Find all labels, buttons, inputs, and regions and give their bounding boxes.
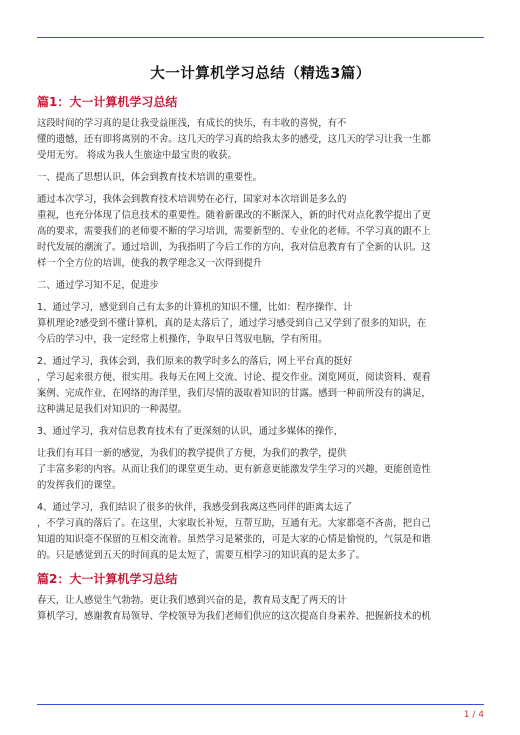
paragraph: 3、通过学习，我对信息教育技术有了更深刻的认识，通过多媒体的操作，	[37, 426, 343, 437]
header-rule	[37, 37, 484, 38]
paragraph: 让我们有耳目一新的感觉，为我们的教学提供了方便，为我们的教学，提供 了丰富多彩的内容。从而让我们的课堂更生动、更有新意更能激发学生学习的兴趣，更能创造性 的发挥我们的课堂。	[37, 448, 431, 491]
paragraph-heading: 一、提高了思想认识，体会到教育技术培训的重要性。	[37, 172, 263, 183]
paragraph: 1、通过学习，感觉到自己有太多的计算机的知识不懂，比如：程序操作、计 算机理论?感受到不懂计算机，真的是太落后了，通过学习感受到自己又学到了很多的知识，在 今后的学习中，我一定经常上机操作，争取早日驾驭电脑，学有所用。	[37, 302, 427, 345]
document-body	[37, 62, 484, 631]
paragraph: 通过本次学习，我体会到教育技术培训势在必行，国家对本次培训是多么的 重视，也充分体现了信息技术的重要性。随着新课改的不断深入，新的时代对点化教学提出了更 高的要求，需要我们的老师要不断的学习培训，需要新型的、专业化的老师。不学习真的跟不上 时代发展的潮流了。通过培训，为我指明了今后工作的方向，我对信息教育有了全新的认识。这 样一个全方位的培训，使我的教学理念又一次得到提升	[37, 194, 431, 269]
section-title: 篇2：大一计算机学习总结	[37, 572, 178, 586]
paragraph: 春天，让人感觉生气勃勃。更让我们感到兴奋的是，教育局支配了两天的计 算机学习，感谢教育局领导、学校领导为我们老师们供应的这次提高自身素养、把握新技术的机	[37, 595, 431, 622]
paragraph: 4、通过学习，我们结识了很多的伙伴，我感受到我离这些同伴的距离太远了 ，不学习真的落后了。在这里，大家取长补短，互帮互助，互通有无。大家都毫不吝啬，把自己 知道的知识毫不保留的互相交流着。虽然学习是紧张的，可是大家的心情是愉悦的，气氛是和谐 的。只是感觉到五天的时间真的是太短了，需要互相学习的知识真的是太多了。	[37, 502, 431, 561]
footer-rule	[37, 704, 484, 705]
section-title: 篇1：大一计算机学习总结	[37, 95, 178, 109]
page-number: 1 / 4	[463, 710, 484, 720]
paragraph: 这段时间的学习真的是让我受益匪浅，有成长的快乐，有丰收的喜悦，有不 懂的遗憾，还有即将离别的不舍。这几天的学习真的给我太多的感受，这几天的学习让我一生都 受用无穷。 将成为我人生旅途中最宝贵的收获。	[37, 118, 431, 161]
paragraph-heading: 二、通过学习知不足，促进步	[37, 280, 159, 291]
paragraph: 2、通过学习，我体会到，我们原来的教学时多么的落后，网上平台真的挺好 ，学习起来很方便、很实用。我每天在网上交流、讨论、提交作业。浏览网页，阅读资料、观看 案例、完成作业，在网络的海洋里，我们尽情的汲取着知识的甘露。感到一种前所没有的满足， 这种满足是我们对知识的一种渴望。	[37, 356, 431, 415]
document-title: 大一计算机学习总结（精选3篇）	[150, 66, 371, 82]
